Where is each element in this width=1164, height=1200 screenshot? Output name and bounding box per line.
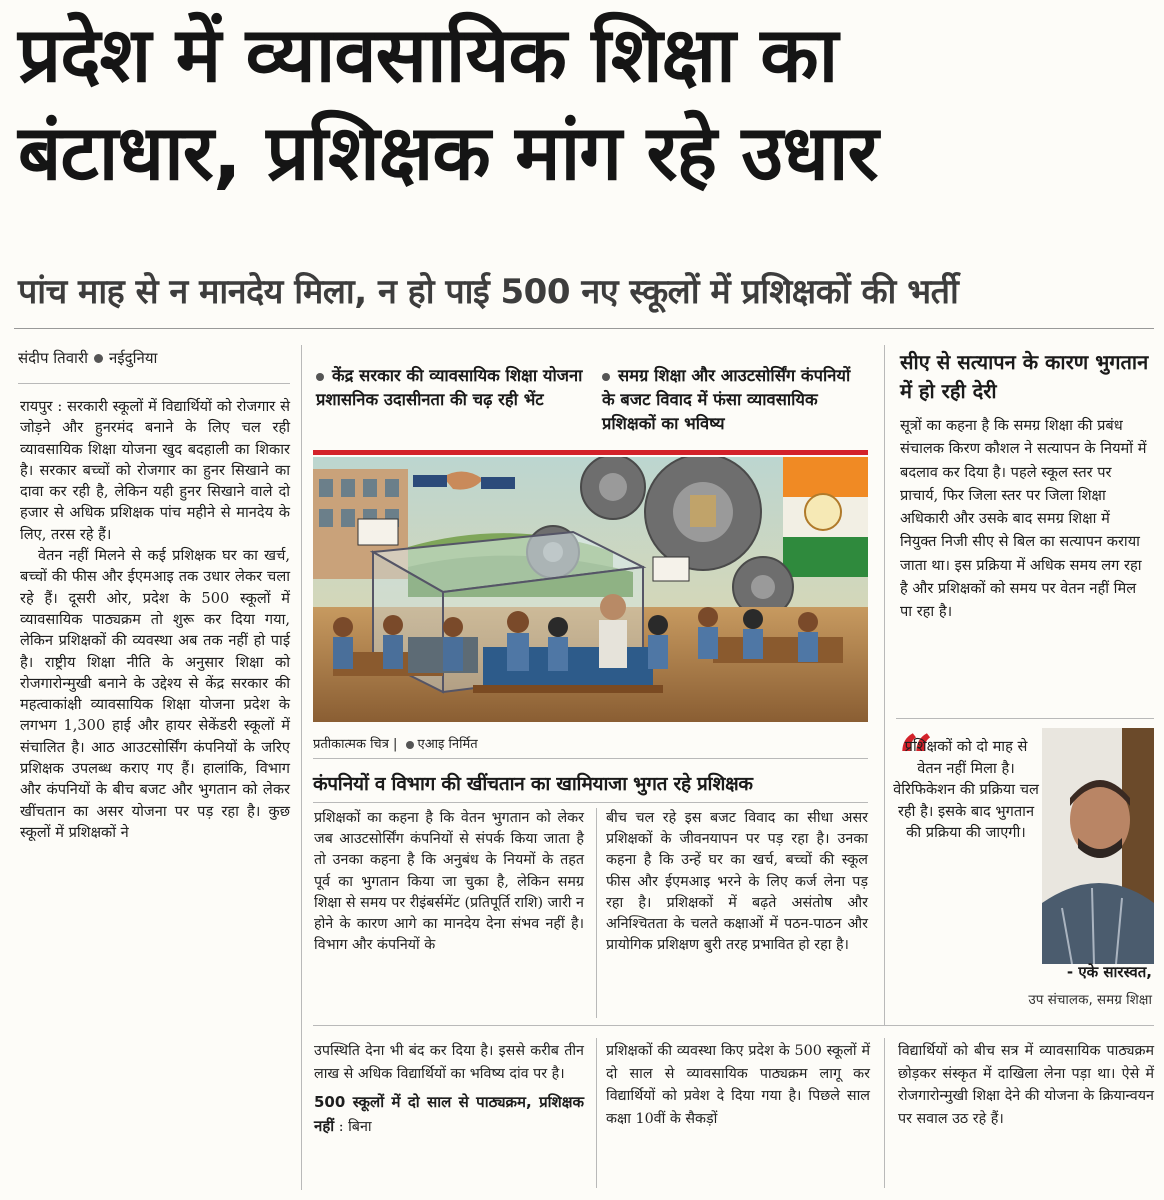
column-divider (596, 808, 597, 1018)
illustration-graphic (313, 457, 868, 722)
bullet-dot (406, 741, 414, 749)
paragraph: रायपुर : सरकारी स्कूलों में विद्यार्थियों को रोजगार से जोड़ने और हुनरमंद बनाने के लिए चल रही व्यावसायिक शिक्षा योजना खुद बदहाली का शिकार है। सरकार बच्चों को रोजगार का हुनर सिखाने का दावा कर रही है, लेकिन यही हुनर सिखाने वाले दो हजार से अधिक प्रशिक्षक पांच महीने से मानदेय के लिए, तरस रहे हैं। (20, 398, 290, 543)
quote-mark-icon: “ (898, 721, 934, 794)
caption-source: एआइ निर्मित (417, 737, 478, 752)
divider (313, 758, 868, 759)
bullet-dot (94, 354, 103, 363)
article-column-bottom-3: विद्यार्थियों को बीच सत्र में व्यावसायिक पाठ्यक्रम छोड़कर संस्कृत में दाखिला लेना पड़ा था। ऐसे में रोजगारोन्मुखी शिक्षा देने की योजना के क्रियान्वयन पर सवाल उठ रहे हैं। (898, 1043, 1154, 1127)
paragraph: वेतन नहीं मिलने से कई प्रशिक्षक घर का खर्च, बच्चों की फीस और ईएमआइ तक उधार लेकर चला रहे हैं। दूसरी ओर, प्रदेश के 500 स्कूलों में व्यावसायिक पाठ्यक्रम तो शुरू कर दिया गया, लेकिन प्रशिक्षकों की व्यवस्था अब तक नहीं हो पाई है। राष्ट्रीय शिक्षा नीति के अनुसार शिक्षा को रोजगारोन्मुखी बनाने के उद्देश्य से केंद्र सरकार की महत्वाकांक्षी व्यावसायिक शिक्षा योजना प्रदेश के लगभग 1,300 हाई और हायर सेकेंडरी स्कूलों में संचालित है। आठ आउटसोर्सिंग कंपनियों के जरिए प्रशिक्षक उपलब्ध कराए गए हैं। हालांकि, विभाग और कंपनियों के बीच बजट और भुगतान को लेकर खींचतान का असर योजना पर पड़ रहा है। कुछ स्कूलों में प्रशिक्षकों ने (20, 547, 290, 841)
highlight-right (602, 364, 866, 436)
column-divider (301, 345, 302, 1190)
article-column-bottom-2: प्रशिक्षकों की व्यवस्था किए प्रदेश के 500 स्कूलों में दो साल से व्यावसायिक पाठ्यक्रम लागू कर विद्यार्थियों को प्रवेश दे दिया गया है। पिछले साल कक्षा 10वीं के सैकड़ों (606, 1043, 870, 1127)
quote-attribution-name: - एके सारस्वत, (1066, 963, 1152, 981)
column-divider (884, 1038, 885, 1188)
column-divider (884, 345, 885, 1025)
bullet-dot (602, 373, 610, 381)
paragraph: उपस्थिति देना भी बंद कर दिया है। इससे करीब तीन लाख से अधिक विद्यार्थियों का भविष्य दांव पर है। (314, 1043, 584, 1082)
headline-line-2: बंटाधार, प्रशिक्षक मांग रहे उधार (18, 108, 878, 197)
sidebar-title: सीए से सत्यापन के कारण भुगतान में हो रही देरी (900, 350, 1149, 403)
highlight-left (316, 364, 584, 412)
section-heading: कंपनियों व विभाग की खींचतान का खामियाजा भुगत रहे प्रशिक्षक (313, 773, 753, 795)
headline-line-1: प्रदेश में व्यावसायिक शिक्षा का (18, 10, 838, 99)
byline-author: संदीप तिवारी (18, 349, 88, 367)
portrait-graphic (1042, 728, 1154, 964)
paragraph: : बिना (338, 1118, 372, 1135)
image-caption: प्रतीकात्मक चित्र | एआइ निर्मित (313, 737, 478, 752)
highlight-text: समग्र शिक्षा और आउटसोर्सिंग कंपनियों के बजट विवाद में फंसा व्यावसायिक प्रशिक्षकों का भविष्य (602, 366, 851, 433)
accent-rule (313, 450, 868, 455)
illustration-workshop (313, 457, 868, 722)
byline-publication: नईदुनिया (108, 349, 158, 367)
article-column-middle-left: प्रशिक्षकों का कहना है कि वेतन भुगतान को लेकर जब आउटसोर्सिंग कंपनियों से संपर्क किया जाता है तो उनका कहना है कि अनुबंध के नियमों के तहत पूर्व का भुगतान किया जा चुका है, लेकिन समग्र शिक्षा से समय पर रीइंबर्समेंट (प्रतिपूर्ति राशि) जारी न होने के कारण आगे का मानदेय देना संभव नहीं है। विभाग और कंपनियों के (314, 810, 584, 954)
divider (896, 718, 1154, 719)
column-divider (596, 1038, 597, 1188)
bullet-dot (316, 373, 324, 381)
caption-label: प्रतीकात्मक चित्र (313, 737, 389, 752)
divider (18, 383, 290, 384)
headline (18, 6, 1148, 202)
quote-attribution-designation: उप संचालक, समग्र शिक्षा (1028, 992, 1152, 1008)
article-column-bottom-1 (314, 1040, 584, 1138)
article-column-middle-right: बीच चल रहे इस बजट विवाद का सीधा असर प्रशिक्षकों के जीवनयापन पर पड़ रहा है। उनका कहना है कि उन्हें घर का खर्च, बच्चों की स्कूल फीस और ईएमआइ भरने के लिए कर्ज लेना पड़ रहा है। प्रशिक्षकों में बढ़ते असंतोष और अनिश्चितता के चलते कक्षाओं में पठन-पाठन और प्रायोगिक प्रशिक्षण बुरी तरह प्रभावित हो रहा है। (606, 810, 868, 954)
quote-text: प्रशिक्षकों को दो माह से वेतन नहीं मिला है। वेरिफिकेशन की प्रक्रिया चल रही है। इसके बाद भुगतान की प्रक्रिया की जाएगी। (893, 738, 1039, 841)
highlight-text: केंद्र सरकार की व्यावसायिक शिक्षा योजना प्रशासनिक उदासीनता की चढ़ रही भेंट (316, 366, 583, 409)
divider (14, 328, 1154, 329)
byline (18, 348, 298, 368)
divider (313, 1025, 1154, 1026)
subheading-inline: 500 स्कूलों में दो साल से पाठ्यक्रम, प्रशिक्षक नहीं (314, 1093, 584, 1135)
subheadline: पांच माह से न मानदेय मिला, न हो पाई 500 नए स्कूलों में प्रशिक्षकों की भर्ती (18, 272, 959, 312)
portrait-photo (1042, 728, 1154, 964)
divider (313, 802, 868, 803)
article-column-left (20, 396, 290, 843)
sidebar-body: सूत्रों का कहना है कि समग्र शिक्षा की प्रबंध संचालक किरण कौशल ने सत्यापन के नियमों में बदलाव कर दिया है। पहले स्कूल स्तर पर प्राचार्य, फिर जिला स्तर पर जिला शिक्षा अधिकारी और उसके बाद समग्र शिक्षा में नियुक्त निजी सीए से बिल का सत्यापन कराया जाता था। इस प्रक्रिया में अधिक समय लग रहा है और प्रशिक्षकों को समय पर वेतन नहीं मिल पा रहा है। (900, 417, 1147, 621)
